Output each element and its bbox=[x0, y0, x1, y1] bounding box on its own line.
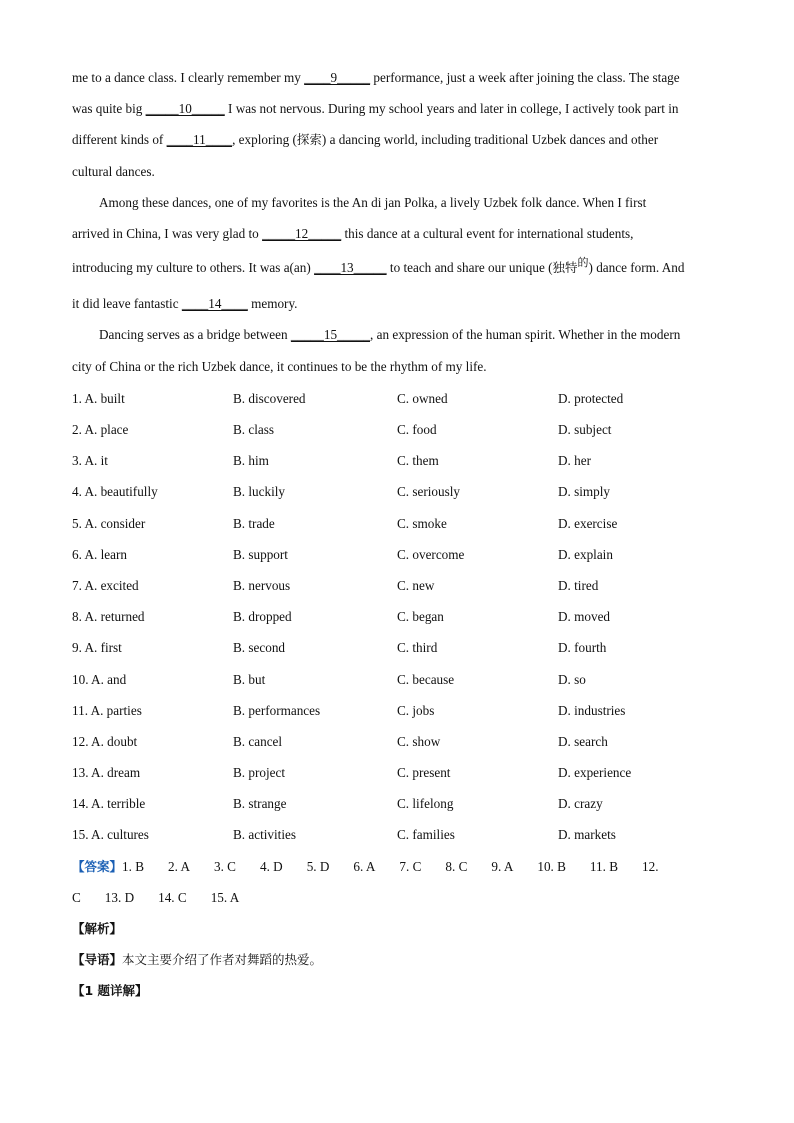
passage-line bbox=[72, 249, 724, 288]
detail-label: 【1 题详解】 bbox=[72, 983, 148, 999]
option-d: D. experience bbox=[558, 765, 632, 781]
answer-block bbox=[72, 851, 724, 913]
answer-item: 8. C bbox=[445, 858, 468, 874]
answer-label: 【答案】 bbox=[72, 858, 123, 874]
answer-line bbox=[72, 851, 724, 882]
option-c: C. food bbox=[397, 422, 437, 438]
passage-text: introducing my culture to others. It was a(an) bbox=[72, 260, 315, 276]
guide-text: 本文主要介绍了作者对舞蹈的热爱。 bbox=[122, 952, 323, 968]
option-a: 10. A. and bbox=[72, 671, 127, 687]
option-d: D. moved bbox=[558, 609, 611, 625]
answer-item: 10. B bbox=[537, 858, 566, 874]
answer-item: 1. B bbox=[122, 858, 144, 874]
answer-item: 5. D bbox=[306, 858, 330, 874]
passage-text: , exploring ( bbox=[232, 132, 297, 148]
detail-heading bbox=[72, 975, 724, 1006]
blank-10: _____10_____ bbox=[145, 101, 225, 117]
guide-line bbox=[72, 944, 724, 975]
option-d: D. so bbox=[558, 671, 586, 687]
answer-item: 12. bbox=[642, 858, 659, 874]
option-b: B. class bbox=[233, 422, 275, 438]
passage-text: different kinds of bbox=[72, 132, 167, 148]
option-d: D. crazy bbox=[558, 796, 603, 812]
option-d: D. subject bbox=[558, 422, 612, 438]
option-a: 15. A. cultures bbox=[72, 827, 149, 843]
answer-item: 11. B bbox=[589, 858, 619, 874]
passage-text: , an expression of the human spirit. Whether in the modern bbox=[370, 327, 681, 343]
passage-line bbox=[72, 93, 724, 124]
passage-text: me to a dance class. I clearly remember my bbox=[72, 70, 305, 85]
option-b: B. dropped bbox=[233, 609, 292, 625]
option-row bbox=[72, 664, 724, 695]
blank-11: ____11____ bbox=[166, 132, 233, 148]
option-c: C. show bbox=[397, 733, 441, 749]
chinese-gloss: 独特 bbox=[552, 260, 578, 276]
option-b: B. performances bbox=[233, 702, 321, 718]
option-d: D. markets bbox=[558, 827, 616, 843]
option-row bbox=[72, 445, 724, 476]
passage-text: Dancing serves as a bridge between bbox=[99, 327, 291, 343]
option-row bbox=[72, 476, 724, 507]
option-a: 5. A. consider bbox=[72, 515, 146, 531]
passage-line bbox=[72, 124, 724, 155]
passage-text: was quite big bbox=[72, 101, 146, 117]
option-d: D. industries bbox=[558, 702, 626, 718]
option-a: 9. A. first bbox=[72, 640, 122, 656]
option-b: B. luckily bbox=[233, 484, 286, 500]
option-c: C. began bbox=[397, 609, 444, 625]
option-c: C. overcome bbox=[397, 546, 465, 562]
option-a: 7. A. excited bbox=[72, 577, 139, 593]
option-c: C. present bbox=[397, 765, 451, 781]
passage-line bbox=[72, 218, 724, 249]
option-c: C. third bbox=[397, 640, 438, 656]
guide-label: 【导语】 bbox=[72, 952, 123, 968]
option-row bbox=[72, 601, 724, 632]
option-row bbox=[72, 383, 724, 414]
option-d: D. fourth bbox=[558, 640, 607, 656]
option-b: B. activities bbox=[233, 827, 296, 843]
option-b: B. discovered bbox=[233, 390, 306, 406]
answer-item: 2. A bbox=[168, 858, 190, 874]
option-a: 6. A. learn bbox=[72, 546, 127, 562]
answer-item: 4. D bbox=[259, 858, 283, 874]
blank-14: ____14____ bbox=[181, 296, 248, 312]
option-d: D. her bbox=[558, 453, 591, 469]
option-row bbox=[72, 508, 724, 539]
chinese-gloss: 探索 bbox=[296, 132, 322, 148]
option-row bbox=[72, 539, 724, 570]
passage-text: arrived in China, I was very glad to bbox=[72, 226, 263, 242]
passage-text: it did leave fantastic bbox=[72, 296, 182, 312]
option-b: B. second bbox=[233, 640, 286, 656]
option-c: C. new bbox=[397, 577, 435, 593]
option-a: 11. A. parties bbox=[72, 702, 142, 718]
analysis-label: 【解析】 bbox=[72, 921, 123, 937]
option-b: B. support bbox=[233, 546, 288, 562]
option-d: D. tired bbox=[558, 577, 599, 593]
passage-text: ) dance form. And bbox=[588, 260, 685, 276]
option-a: 12. A. doubt bbox=[72, 733, 138, 749]
option-b: B. strange bbox=[233, 796, 287, 812]
answer-item: 6. A bbox=[353, 858, 376, 874]
blank-13: ____13_____ bbox=[314, 260, 387, 276]
passage-line bbox=[72, 62, 724, 93]
passage-line bbox=[72, 319, 724, 350]
answer-items bbox=[72, 890, 263, 905]
option-c: C. lifelong bbox=[397, 796, 454, 812]
answer-items bbox=[122, 859, 682, 874]
answer-item: C bbox=[72, 889, 81, 905]
option-c: C. them bbox=[397, 453, 439, 469]
option-a: 3. A. it bbox=[72, 453, 108, 469]
option-a: 1. A. built bbox=[72, 390, 125, 406]
passage bbox=[72, 62, 724, 382]
option-b: B. him bbox=[233, 453, 269, 469]
option-c: C. seriously bbox=[397, 484, 461, 500]
answer-item: 13. D bbox=[104, 889, 135, 905]
option-d: D. exercise bbox=[558, 515, 618, 531]
blank-12: _____12_____ bbox=[262, 226, 342, 242]
answer-line bbox=[72, 882, 724, 913]
blank-9: ____9_____ bbox=[304, 70, 371, 85]
options-list bbox=[72, 383, 724, 851]
passage-text: cultural dances. bbox=[72, 163, 155, 179]
option-b: B. project bbox=[233, 765, 286, 781]
passage-text: this dance at a cultural event for international students, bbox=[341, 226, 634, 242]
passage-line bbox=[72, 351, 724, 382]
option-row bbox=[72, 788, 724, 819]
passage-text: memory. bbox=[247, 296, 298, 312]
option-row bbox=[72, 695, 724, 726]
option-row bbox=[72, 726, 724, 757]
passage-line bbox=[72, 288, 724, 319]
option-row bbox=[72, 819, 724, 850]
passage-line bbox=[72, 187, 724, 218]
option-d: D. search bbox=[558, 733, 608, 749]
option-d: D. explain bbox=[558, 546, 613, 562]
option-a: 8. A. returned bbox=[72, 609, 145, 625]
option-d: D. protected bbox=[558, 390, 624, 406]
option-a: 13. A. dream bbox=[72, 765, 141, 781]
passage-text: city of China or the rich Uzbek dance, it continues to be the rhythm of my life. bbox=[72, 358, 487, 374]
answer-item: 9. A bbox=[491, 858, 514, 874]
passage-text: I was not nervous. During my school years and later in college, I actively took part in bbox=[224, 101, 679, 117]
option-b: B. nervous bbox=[233, 577, 291, 593]
option-b: B. but bbox=[233, 671, 266, 687]
document-page bbox=[72, 62, 724, 1007]
option-b: B. trade bbox=[233, 515, 275, 531]
option-c: C. jobs bbox=[397, 702, 435, 718]
passage-text: to teach and share our unique ( bbox=[386, 260, 553, 276]
answer-item: 3. C bbox=[213, 858, 236, 874]
option-row bbox=[72, 414, 724, 445]
option-row bbox=[72, 757, 724, 788]
passage-text: ) a dancing world, including traditional Uzbek dances and other bbox=[321, 132, 659, 148]
chinese-gloss: 的 bbox=[577, 256, 589, 270]
option-c: C. smoke bbox=[397, 515, 447, 531]
analysis-heading bbox=[72, 913, 724, 944]
passage-text: Among these dances, one of my favorites is the An di jan Polka, a lively Uzbek folk dance. When I first bbox=[99, 194, 647, 210]
option-c: C. families bbox=[397, 827, 455, 843]
answer-item: 15. A bbox=[210, 889, 240, 905]
blank-15: _____15_____ bbox=[290, 327, 371, 343]
passage-text: performance, just a week after joining the class. The stage bbox=[370, 70, 680, 85]
option-d: D. simply bbox=[558, 484, 611, 500]
option-row bbox=[72, 632, 724, 663]
option-a: 2. A. place bbox=[72, 422, 129, 438]
answer-item: 14. C bbox=[158, 889, 187, 905]
option-row bbox=[72, 570, 724, 601]
option-b: B. cancel bbox=[233, 733, 283, 749]
answer-item: 7. C bbox=[399, 858, 422, 874]
option-c: C. owned bbox=[397, 390, 448, 406]
option-a: 4. A. beautifully bbox=[72, 484, 158, 500]
passage-line bbox=[72, 156, 724, 187]
option-c: C. because bbox=[397, 671, 455, 687]
option-a: 14. A. terrible bbox=[72, 796, 146, 812]
